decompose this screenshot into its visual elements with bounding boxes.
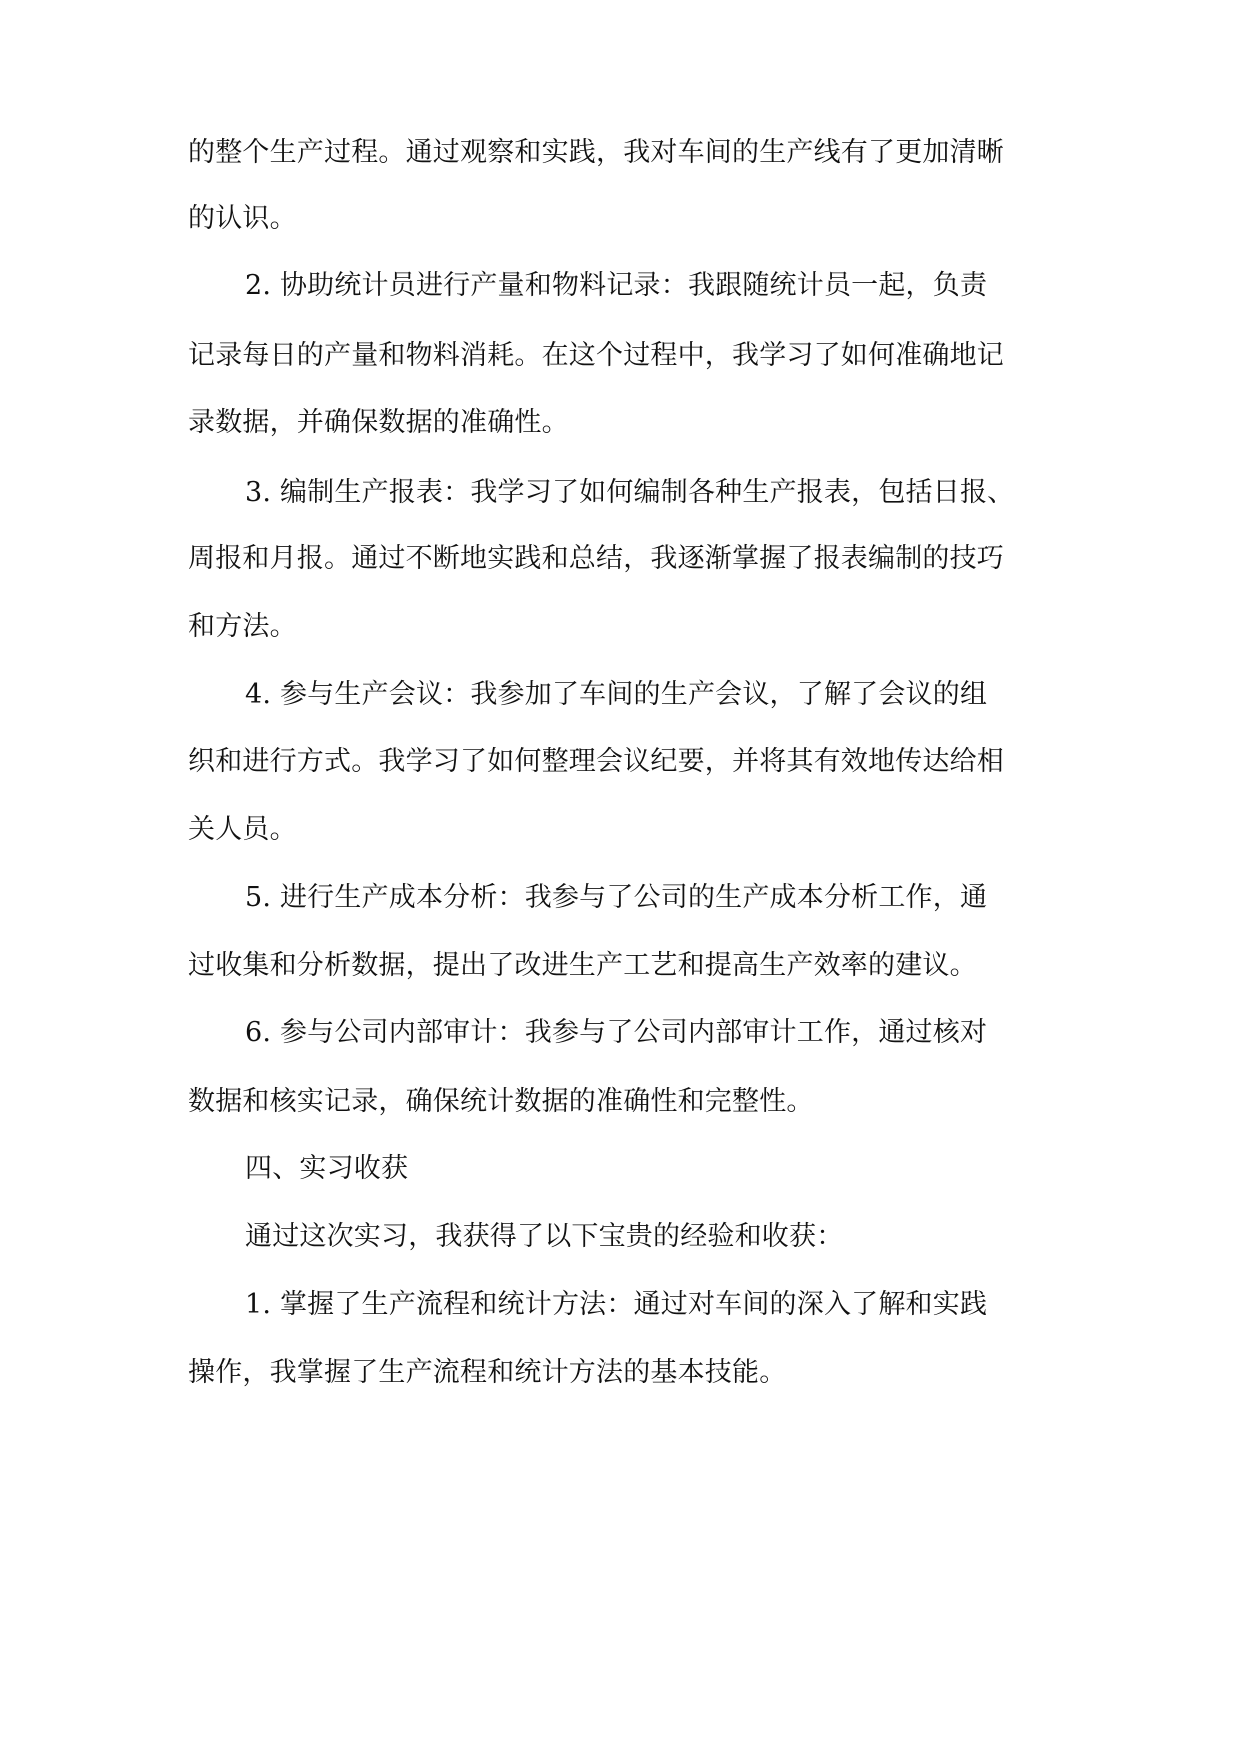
list-item-5: 5. 进行生产成本分析：我参与了公司的生产成本分析工作，通 xyxy=(245,882,988,913)
list-item-3: 3. 编制生产报表：我学习了如何编制各种生产报表，包括日报、 xyxy=(245,477,1015,508)
text-line: 关人员。 xyxy=(188,814,297,845)
text-line: 数据和核实记录，确保统计数据的准确性和完整性。 xyxy=(188,1086,814,1117)
text-line: 和方法。 xyxy=(188,611,297,642)
text-line: 的认识。 xyxy=(188,203,297,234)
text-line: 过收集和分析数据，提出了改进生产工艺和提高生产效率的建议。 xyxy=(188,950,977,981)
list-item-1: 1. 掌握了生产流程和统计方法：通过对车间的深入了解和实践 xyxy=(245,1289,988,1320)
text-line: 通过这次实习，我获得了以下宝贵的经验和收获： xyxy=(245,1221,844,1252)
list-item-2: 2. 协助统计员进行产量和物料记录：我跟随统计员一起，负责 xyxy=(245,270,988,301)
text-line: 织和进行方式。我学习了如何整理会议纪要，并将其有效地传达给相 xyxy=(188,746,1004,777)
list-item-6: 6. 参与公司内部审计：我参与了公司内部审计工作，通过核对 xyxy=(245,1017,988,1048)
text-line: 录数据，并确保数据的准确性。 xyxy=(188,407,569,438)
text-line: 操作，我掌握了生产流程和统计方法的基本技能。 xyxy=(188,1357,787,1388)
text-line: 的整个生产过程。通过观察和实践，我对车间的生产线有了更加清晰 xyxy=(188,137,1004,168)
section-heading: 四、实习收获 xyxy=(245,1153,409,1184)
text-line: 记录每日的产量和物料消耗。在这个过程中，我学习了如何准确地记 xyxy=(188,340,1004,371)
text-line: 周报和月报。通过不断地实践和总结，我逐渐掌握了报表编制的技巧 xyxy=(188,543,1004,574)
list-item-4: 4. 参与生产会议：我参加了车间的生产会议，了解了会议的组 xyxy=(245,679,988,710)
